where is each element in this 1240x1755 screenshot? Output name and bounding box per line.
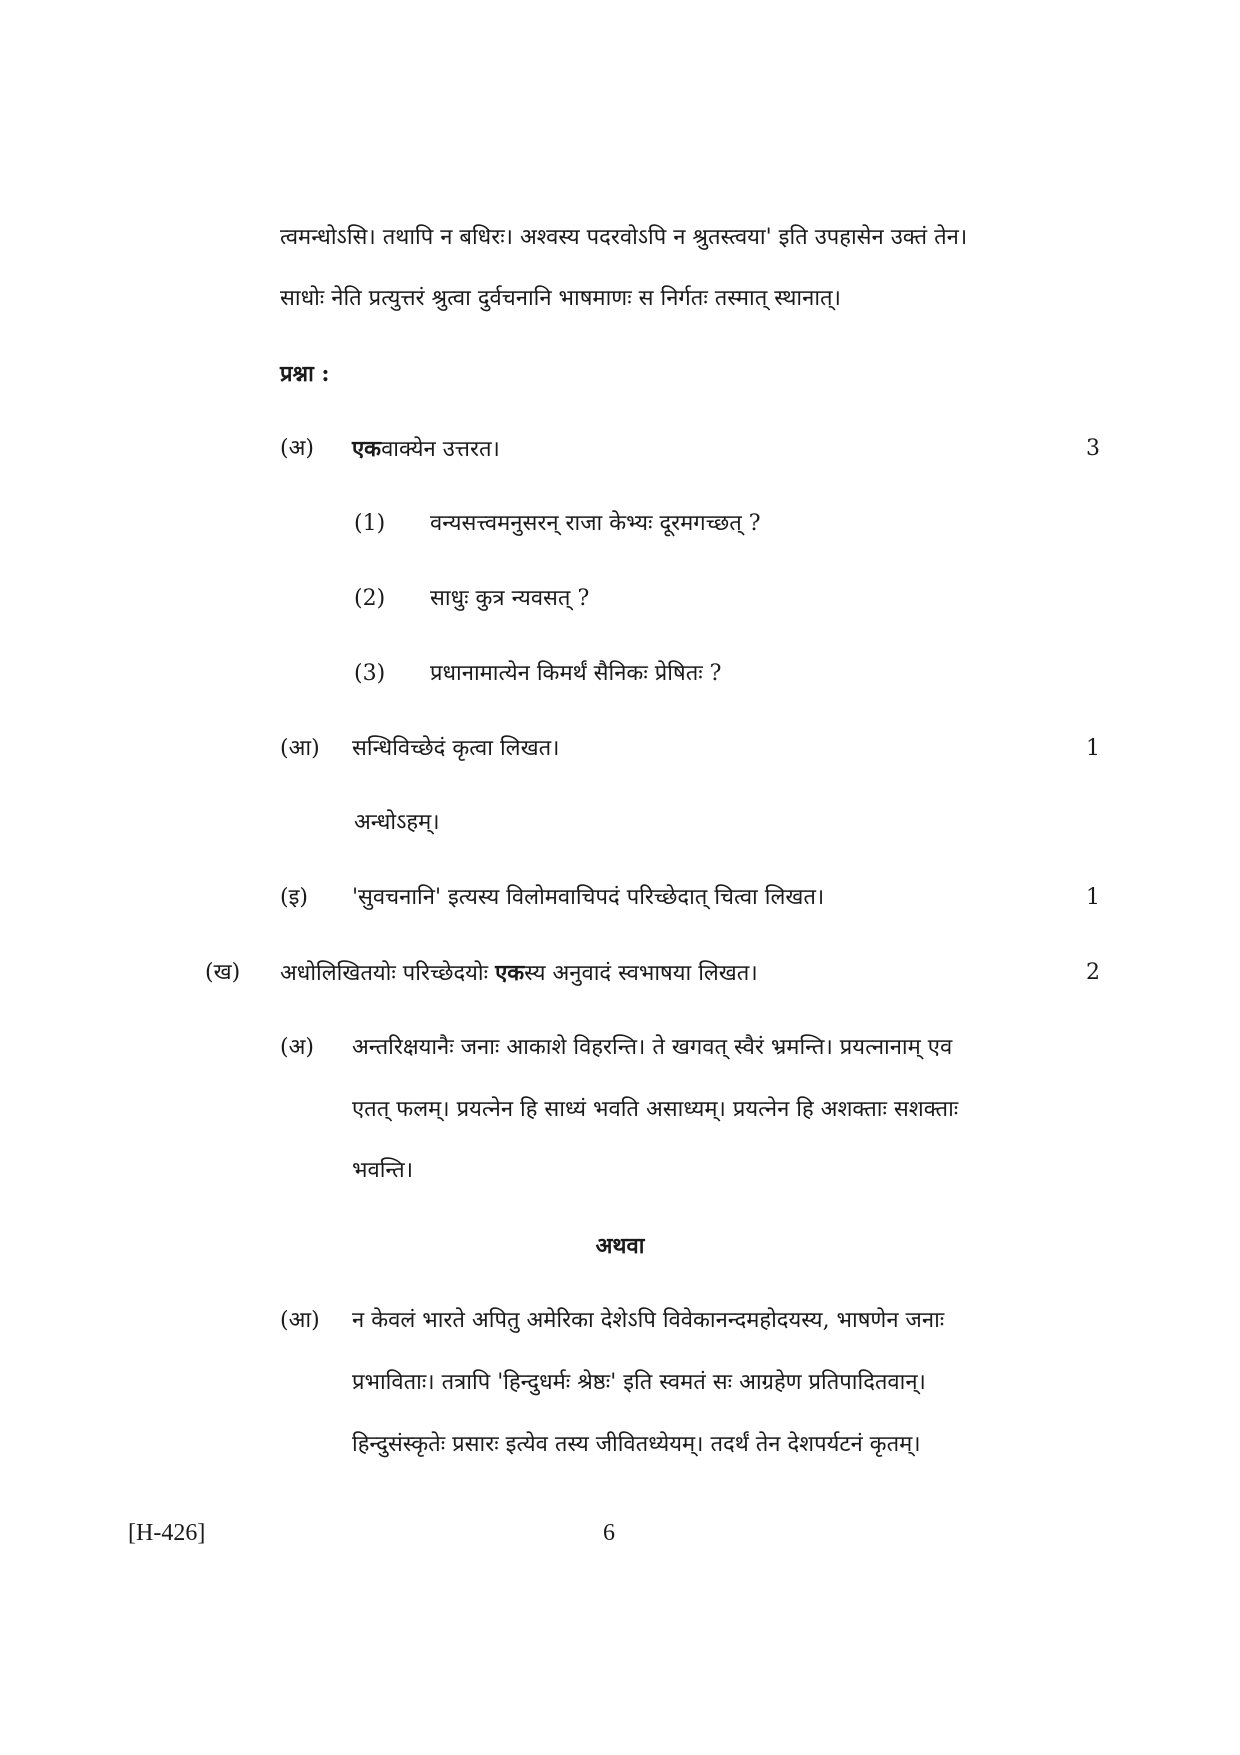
section-instruction (280, 958, 758, 989)
or-heading: अथवा (595, 1233, 645, 1259)
question-instruction: 'सुवचनानि' इत्यस्य विलोमवाचिपदं परिच्छेदात् चित्वा लिखत। (352, 885, 825, 910)
questions-heading: प्रश्ना : (280, 361, 330, 387)
marks: 2 (1086, 960, 1100, 985)
item-text: प्रधानामात्येन किमर्थं सैनिकः प्रेषितः ? (430, 661, 722, 686)
instruction-text: वाक्येन उत्तरत। (381, 437, 500, 462)
sandhi-word: अन्धोऽहम्। (354, 810, 440, 835)
passage-line: त्वमन्धोऽसि। तथापि न बधिरः। अश्वस्य पदरवोऽपि न श्रुतस्त्वया' इति उपहासेन उक्तं तेन। (280, 225, 968, 250)
paragraph-line: भवन्ति। (352, 1158, 414, 1183)
question-instruction (352, 434, 500, 465)
paragraph-line: एतत् फलम्। प्रयत्नेन हि साध्यं भवति असाध्यम्। प्रयत्नेन हि अशक्ताः सशक्ताः (352, 1097, 959, 1122)
paragraph-line: न केवलं भारते अपितु अमेरिका देशेऽपि विवेकानन्दमहोदयस्य, भाषणेन जनाः (352, 1308, 945, 1333)
instruction-text: स्य अनुवादं स्वभाषया लिखत। (524, 961, 758, 986)
instruction-text: अधोलिखितयोः परिच्छेदयोः (280, 961, 496, 986)
passage-line: साधोः नेति प्रत्युत्तरं श्रुत्वा दुर्वचनानि भाषमाणः स निर्गतः तस्मात् स्थानात्। (280, 286, 841, 311)
question-label: (इ) (280, 885, 308, 910)
paragraph-line: हिन्दुसंस्कृतेः प्रसारः इत्येव तस्य जीवितध्येयम्। तदर्थं तेन देशपर्यटनं कृतम्। (352, 1432, 921, 1457)
paragraph-label: (अ) (280, 1035, 314, 1060)
question-instruction: सन्धिविच्छेदं कृत्वा लिखत। (352, 736, 560, 761)
emphasis: एक (495, 960, 525, 986)
item-number: (3) (354, 661, 386, 686)
section-label: (ख) (205, 960, 241, 985)
marks: 1 (1086, 736, 1100, 761)
page-number: 6 (603, 1520, 615, 1546)
paragraph-line: अन्तरिक्षयानैः जनाः आकाशे विहरन्ति। ते खगवत् स्वैरं भ्रमन्ति। प्रयत्नानाम् एव (352, 1035, 953, 1060)
emphasis: एक (352, 436, 382, 462)
marks: 1 (1086, 885, 1100, 910)
paragraph-line: प्रभाविताः। तत्रापि 'हिन्दुधर्मः श्रेष्ठः' इति स्वमतं सः आग्रहेण प्रतिपादितवान्। (352, 1370, 926, 1395)
paragraph-label: (आ) (280, 1308, 320, 1333)
item-number: (1) (354, 511, 386, 536)
question-label: (आ) (280, 736, 320, 761)
item-text: वन्यसत्त्वमनुसरन् राजा केभ्यः दूरमगच्छत् ? (430, 511, 761, 536)
marks: 3 (1086, 436, 1100, 461)
question-label: (अ) (280, 436, 314, 461)
item-text: साधुः कुत्र न्यवसत् ? (430, 586, 590, 611)
paper-code: [H-426] (128, 1520, 206, 1546)
item-number: (2) (354, 586, 386, 611)
